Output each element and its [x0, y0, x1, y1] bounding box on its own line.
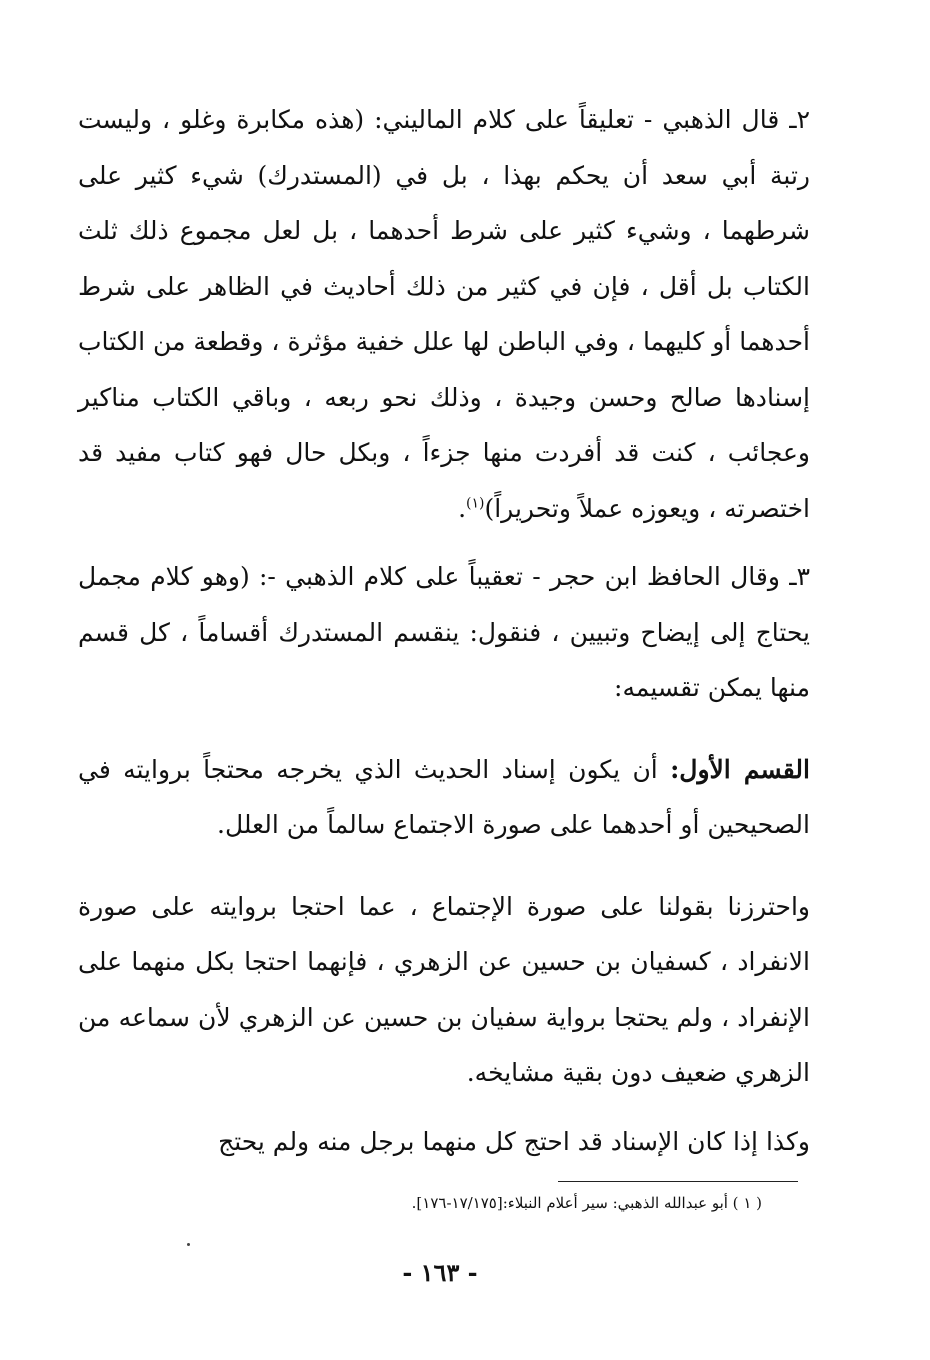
paragraph-dhahabi-quote — [78, 92, 810, 536]
paragraph-end: . — [458, 493, 467, 523]
paragraph-text: ٢ـ قال الذهبي - تعليقاً على كلام الماليني: (هذه مكابرة وغلو ، وليست رتبة أبي سعد أن يحكم بهذا ، بل في (المستدرك) شيء كثير على شرطهما ، وشيء كثير على شرط أحدهما ، بل لعل مجموع ذلك ثلث الكتاب بل أقل ، فإن في كثير من ذلك أحاديث في الظاهر على شرط أحدهما أو كليهما ، وفي الباطن لها علل خفية مؤثرة ، وقطعة من الكتاب إسنادها صالح وحسن وجيدة ، وذلك نحو ربعه ، وباقي الكتاب مناكير وعجائب ، كنت قد أفردت منها جزءاً ، وبكل حال فهو كتاب مفيد قد اختصرته ، ويعوزه عملاً وتحريراً) — [78, 105, 811, 523]
paragraph-clarification: واحترزنا بقولنا على صورة الإجتماع ، عما احتجا بروايته على صورة الانفراد ، كسفيان بن حسين عن الزهري ، فإنهما احتجا بكل منهما على الإنفراد ، ولم يحتجا برواية سفيان بن حسين عن الزهري لأن سماعه من الزهري ضعيف دون بقية مشايخه. — [78, 891, 810, 1087]
paragraph-ibn-hajar-quote: ٣ـ وقال الحافظ ابن حجر - تعقيباً على كلام الذهبي -: (وهو كلام مجمل يحتاج إلى إيضاح وتبيين ، فنقول: ينقسم المستدرك أقساماً ، كل قسم منها يمكن تقسيمه: — [78, 562, 810, 702]
paragraph-first-section — [78, 742, 810, 853]
footnote-reference: (١) — [466, 495, 485, 512]
footnote-separator — [558, 1181, 798, 1182]
paragraph-text: أن يكون إسناد الحديث الذي يخرجه محتجاً بروايته في الصحيحين أو أحدهما على صورة الاجتماع سالماً من العلل. — [78, 754, 810, 839]
section-heading: القسم الأول: — [670, 754, 810, 784]
page-body — [78, 92, 810, 1169]
footnote: ( ١ ) أبو عبدالله الذهبي: سير أعلام النبلاء:[١٧/١٧٥-١٧٦]. — [411, 1194, 762, 1212]
page-number: - ١٦٣ - — [402, 1258, 478, 1287]
paragraph-continuation: وكذا إذا كان الإسناد قد احتج كل منهما برجل منه ولم يحتج — [218, 1126, 810, 1156]
scan-speck — [187, 1243, 190, 1246]
